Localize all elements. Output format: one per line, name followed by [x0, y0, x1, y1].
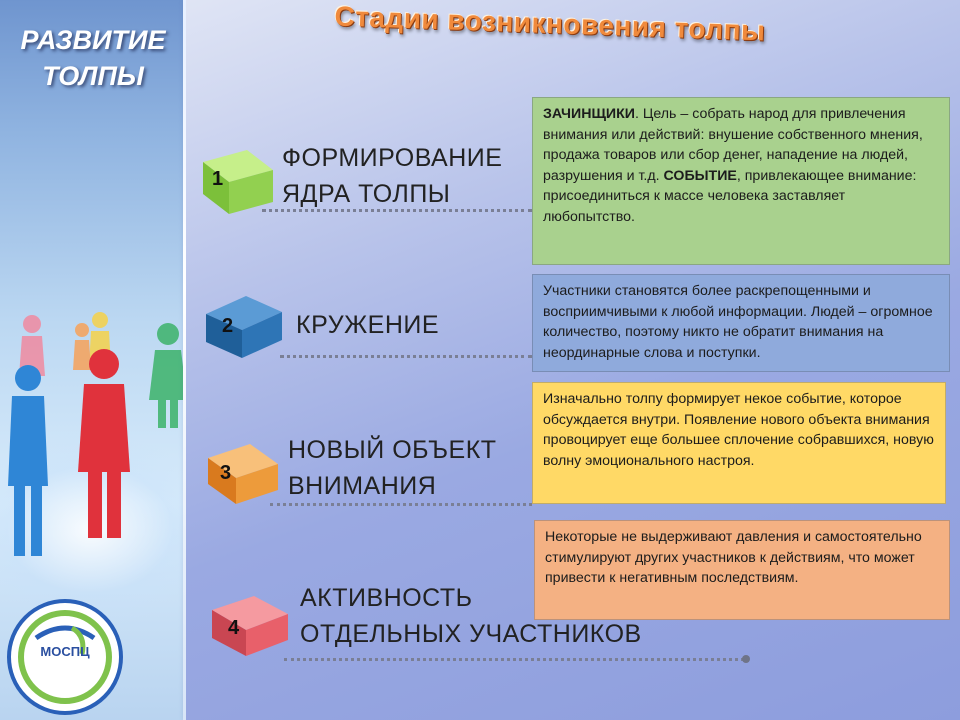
sidebar-title — [0, 22, 186, 94]
stage-2-cube — [198, 288, 288, 362]
stage-3-connector — [270, 503, 532, 506]
stage-1-number: 1 — [212, 168, 224, 190]
stage-1-desc-bold1: ЗАЧИНЩИКИ — [543, 106, 635, 122]
stage-2-number: 2 — [222, 315, 234, 337]
stage-4-label-line2: ОТДЕЛЬНЫХ УЧАСТНИКОВ — [300, 620, 642, 648]
stage-1-cube — [193, 140, 277, 216]
slide-title: Стадии возникновения толпы — [334, 0, 767, 47]
stage-4-description: Некоторые не выдерживают давления и самостоятельно стимулируют других участников к действиям, что может привести к негативным последствиям. — [534, 520, 950, 620]
stage-3-label — [288, 432, 497, 504]
stage-4-number: 4 — [228, 617, 240, 639]
logo-text: МОСПЦ — [40, 644, 90, 659]
stage-4-connector-end — [742, 655, 750, 663]
stage-1-desc-bold2: СОБЫТИЕ — [663, 167, 737, 184]
sidebar-title-line2: ТОЛПЫ — [42, 61, 144, 91]
stage-3-cube — [200, 434, 284, 508]
stage-4-connector — [284, 658, 744, 661]
stage-1-desc-text1: . Цель – собрать народ для привлечения внимания или действий: внушение собственного мнения, продажа товаров или сбор денег, нападение на людей, разрушения и т.д. — [543, 106, 923, 184]
stage-3-label-line2: ВНИМАНИЯ — [288, 472, 437, 500]
stage-2-description: Участники становятся более раскрепощенными и восприимчивыми к любой информации. Людей – огромное количество, поэтому никто не обратит внимания на неординарные слова и поступки. — [532, 274, 950, 372]
stage-3-number: 3 — [220, 462, 232, 484]
sidebar-divider — [183, 0, 186, 720]
stage-3-description: Изначально толпу формирует некое событие, которое обсуждается внутри. Появление нового объекта внимания провоцирует еще большее сплочение собравшихся, новую волну эмоционального настроя. — [532, 382, 946, 504]
sidebar-title-line1: РАЗВИТИЕ — [20, 25, 166, 55]
stage-1-label-line2: ЯДРА ТОЛПЫ — [282, 180, 451, 208]
organization-logo — [6, 598, 124, 716]
stage-1-desc-text2: , привлекающее внимание: присоединиться к массе человека заставляет любопытство. — [543, 167, 917, 225]
stage-2-connector — [280, 355, 532, 358]
stage-1-description — [532, 97, 950, 265]
stage-1-label-line1: ФОРМИРОВАНИЕ — [282, 144, 503, 172]
stage-4-cube — [204, 586, 294, 660]
crowd-illustration — [0, 300, 186, 600]
stage-3-label-line1: НОВЫЙ ОБЪЕКТ — [288, 436, 497, 464]
stage-4-label-line1: АКТИВНОСТЬ — [300, 584, 473, 612]
stage-1-connector — [262, 209, 532, 212]
sidebar — [0, 0, 186, 720]
stage-2-label: КРУЖЕНИЕ — [296, 311, 440, 339]
stage-1-label — [282, 140, 502, 212]
